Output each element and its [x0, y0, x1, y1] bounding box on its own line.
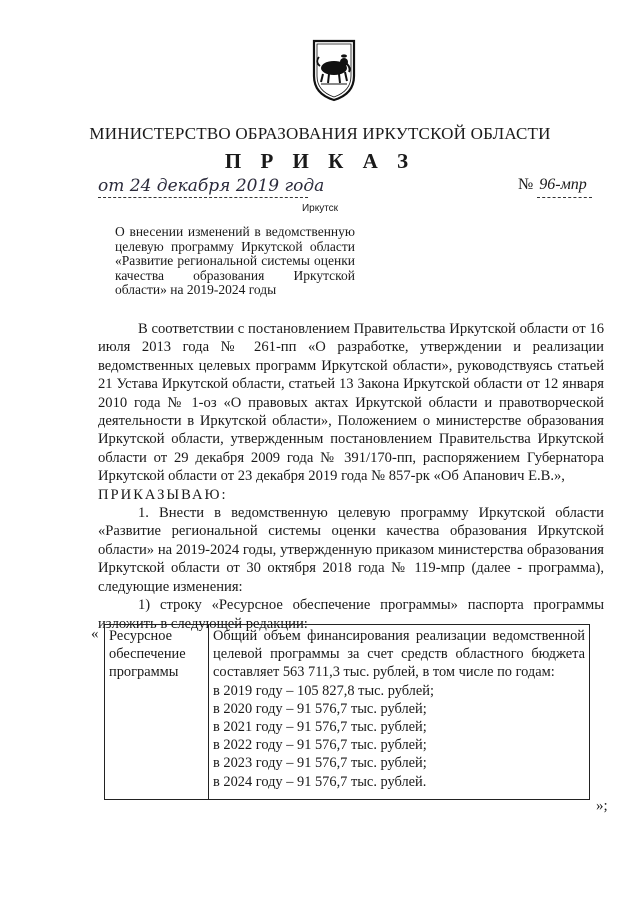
year-line: в 2021 году – 91 576,7 тыс. рублей; — [213, 719, 427, 736]
year-line: в 2020 году – 91 576,7 тыс. рублей; — [213, 700, 427, 717]
ministry-title: МИНИСТЕРСТВО ОБРАЗОВАНИЯ ИРКУТСКОЙ ОБЛАСТИ — [89, 124, 551, 143]
preamble-paragraph: В соответствии с постановлением Правительства Иркутской области от 16 июля 2013 года № 261-пп «О разработке, утверждении и реализации ведомственных целевых программ Иркутской области», руководствуясь статьей 21 Устава Иркутской области, статьей 13 Закона Иркутской области от 12 января 2010 года № 1-оз «О правовых актах Иркутской области и правотворческой деятельности в Иркутской области», Положением о министерстве образования Иркутской области, утвержденным постановлением Правительства Иркутской области от 29 декабря 2009 года № 391/170-пп, распоряжением Губернатора Иркутской области от 23 декабря 2019 года № 857-рк «Об Апанович Е.В.», — [98, 321, 604, 485]
order-body — [98, 320, 604, 633]
handwritten-number: 96-мпр — [539, 176, 587, 193]
row-value-cell — [209, 625, 590, 800]
order-subject: О внесении изменений в ведомственную целевую программу Иркутской области «Развитие региональной системы оценки качества образования Иркутской области» на 2019-2024 годы — [115, 224, 355, 297]
number-underline — [537, 197, 592, 198]
order-number — [518, 176, 587, 194]
order-keyword: ПРИКАЗЫВАЮ: — [98, 486, 228, 503]
year-line: в 2019 году – 105 827,8 тыс. рублей; — [213, 682, 434, 699]
table-row — [105, 625, 590, 800]
city-label: Иркутск — [301, 203, 339, 214]
year-line: в 2022 году – 91 576,7 тыс. рублей; — [213, 737, 427, 754]
date-prefix: от — [98, 176, 125, 196]
opening-quote: « — [91, 626, 99, 642]
coat-of-arms-icon — [311, 38, 357, 102]
handwritten-date: 24 декабря 2019 года — [129, 176, 325, 196]
date-underline — [98, 197, 308, 198]
row-label-cell: Ресурсное обеспечение программы — [105, 625, 209, 800]
document-type-heading: П Р И К А З — [224, 149, 416, 173]
year-line: в 2024 году – 91 576,7 тыс. рублей. — [213, 773, 427, 790]
resource-table — [104, 624, 590, 800]
item-1-paragraph: 1. Внести в ведомственную целевую программу Иркутской области «Развитие региональной системы оценки качества образования Иркутской области» на 2019-2024 годы, утвержденную приказом министерства образования Иркутской области от 30 октября 2018 года № 119-мпр (далее - программа), следующие изменения: — [98, 505, 604, 595]
funding-intro: Общий объем финансирования реализации ведомственной целевой программы за счет средств областного бюджета составляет 563 711,3 тыс. рублей, в том числе по годам: — [213, 628, 585, 681]
closing-quote: »; — [596, 798, 608, 814]
number-prefix: № — [518, 176, 534, 193]
order-date — [98, 176, 324, 196]
item-1-1-paragraph: 1) строку «Ресурсное обеспечение программы» паспорта программы изложить в следующей редакции: — [98, 597, 604, 632]
year-line: в 2023 году – 91 576,7 тыс. рублей; — [213, 755, 427, 772]
